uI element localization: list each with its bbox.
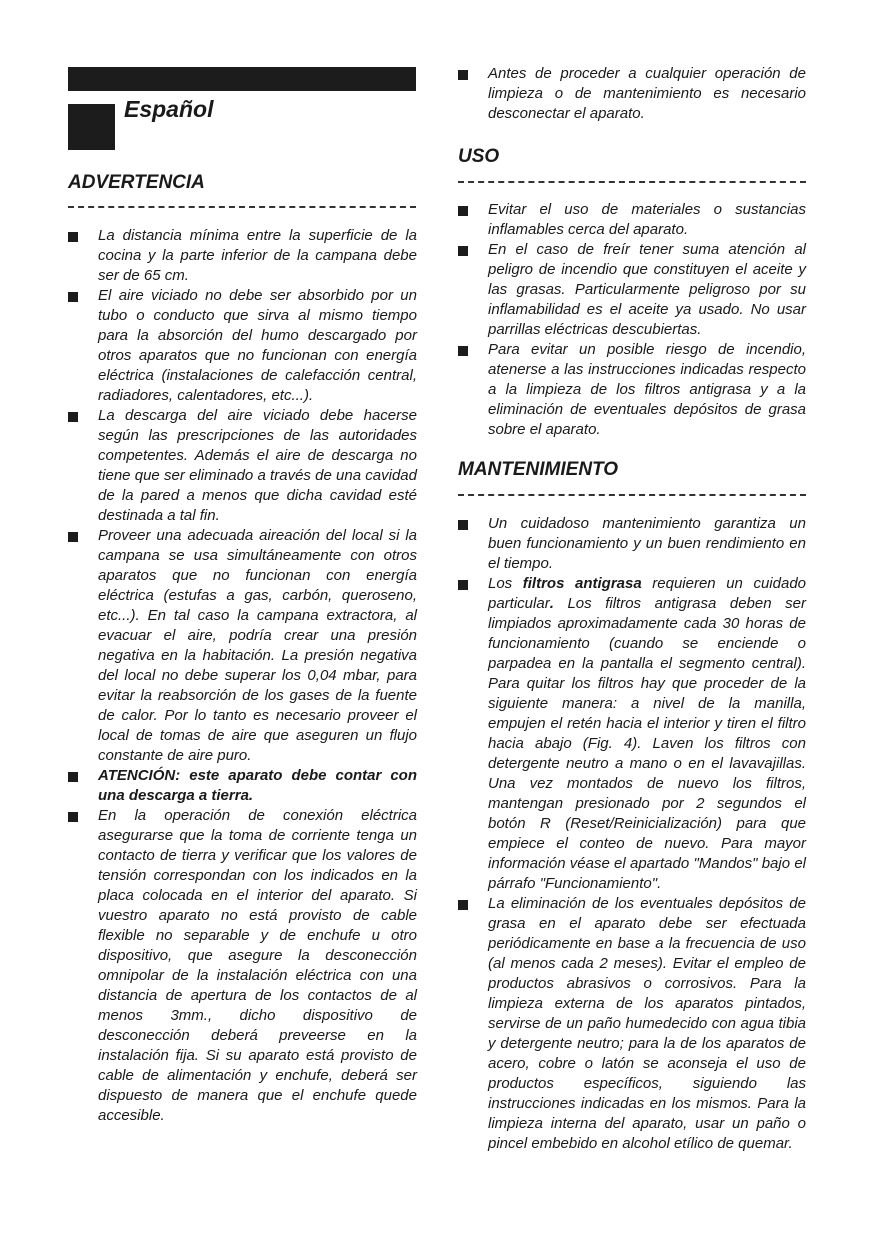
square-bullet-icon: [68, 412, 78, 422]
mantenimiento-divider: [458, 494, 806, 496]
uso-list: [458, 200, 806, 440]
square-bullet-icon: [458, 206, 468, 216]
list-item: La distancia mínima entre la superficie de la cocina y la parte inferior de la campana debe ser de 65 cm.: [68, 226, 417, 286]
advertencia-title: ADVERTENCIA: [68, 172, 205, 193]
list-item: En el caso de freír tener suma atención al peligro de incendio que constituyen el aceite y las grasas. Particularmente peligroso por su inflamabilidad es el aceite ya usado. No usar parrillas eléctricas descubiertas.: [458, 240, 806, 340]
list-item-warning: ATENCIÓN: este aparato debe contar con una descarga a tierra.: [68, 766, 417, 806]
square-bullet-icon: [68, 232, 78, 242]
list-item: Proveer una adecuada aireación del local si la campana se usa simultáneamente con otros aparatos que no funcionan con energía eléctrica (estufas a gas, carbón, queroseno, etc...). En tal caso la campana extractora, al evacuar el aire, podría crear una presión negativa en la habitación. La presión negativa del local no debe superar los 0,04 mbar, para evitar la reabsorción de los gases de la fuente de calor. Por lo tanto es necesario proveer el local de tomas de aire que aseguren un flujo constante de aire puro.: [68, 526, 417, 766]
square-bullet-icon: [458, 900, 468, 910]
advertencia-divider: [68, 206, 416, 208]
list-item: Los filtros antigrasa requieren un cuidado particular. Los filtros antigrasa deben ser limpiados aproximadamente cada 30 horas de funcionamiento (cuando se enciende o parpadea en la pantalla el segmento central). Para quitar los filtros hay que proceder de la siguiente manera: a nivel de la manilla, empujen el retén hacia el interior y tiren el filtro hacia abajo (Fig. 4). Laven los filtros con detergente neutro a mano o en el lavavajillas. Una vez montados de nuevo los filtros, mantengan presionado por 2 segundos el botón R (Reset/Reinicialización) para que empiece el conteo de nuevo. Para mayor información véase el apartado "Mandos" bajo el párrafo "Funcionamiento".: [458, 574, 806, 894]
uso-title: USO: [458, 146, 500, 167]
language-title: Español: [124, 96, 214, 122]
square-bullet-icon: [458, 246, 468, 256]
advertencia-list: [68, 226, 417, 1126]
uso-divider: [458, 181, 806, 183]
list-item: Antes de proceder a cualquier operación de limpieza o de mantenimiento es necesario desconectar el aparato.: [458, 64, 806, 124]
square-bullet-icon: [68, 532, 78, 542]
square-bullet-icon: [458, 70, 468, 80]
square-bullet-icon: [68, 292, 78, 302]
list-item: Un cuidadoso mantenimiento garantiza un buen funcionamiento y un buen rendimiento en el tiempo.: [458, 514, 806, 574]
square-bullet-icon: [68, 772, 78, 782]
list-item: En la operación de conexión eléctrica asegurarse que la toma de corriente tenga un contacto de tierra y verificar que los valores de tensión correspondan con los indicados en la placa colocada en el interior del aparato. Si vuestro aparato no está provisto de cable flexible no separable y de enchufe u otro dispositivo, que asegure la desconección omnipolar de la instalación eléctrica con una distancia de apertura de los contactos de al menos 3mm., dicho dispositivo de desconección deberá preveerse en la instalación fija. Si su aparato está provisto de cable de alimentación y enchufe, deberá ser dispuesto de manera que el enchufe quede accesible.: [68, 806, 417, 1126]
square-bullet-icon: [458, 580, 468, 590]
language-marker-block: [68, 104, 115, 150]
square-bullet-icon: [458, 346, 468, 356]
header-black-bar: [68, 67, 416, 91]
intro-list: [458, 64, 806, 124]
mantenimiento-title: MANTENIMIENTO: [458, 459, 619, 480]
mantenimiento-list: [458, 514, 806, 1154]
square-bullet-icon: [458, 520, 468, 530]
list-item: La eliminación de los eventuales depósitos de grasa en el aparato debe ser efectuada periódicamente en base a la frecuencia de uso (al menos cada 2 meses). Evitar el empleo de productos abrasivos o corrosivos. Para la limpieza externa de los aparatos pintados, servirse de un paño humedecido con agua tibia y detergente neutro; para la de los aparatos de acero, cobre o latón se aconseja el uso de productos específicos, siguiendo las instrucciones indicadas en los mismos. Para la limpieza interna del aparato, usar un paño o pincel embebido en alcohol etílico de quemar.: [458, 894, 806, 1154]
list-item: El aire viciado no debe ser absorbido por un tubo o conducto que sirva al mismo tiempo para la absorción del humo descargado por otros aparatos que no funcionan con energía eléctrica (instalaciones de calefacción central, radiadores, calentadores, etc...).: [68, 286, 417, 406]
filtros-antigrasa-emphasis: filtros antigrasa: [522, 575, 642, 592]
list-item: Evitar el uso de materiales o sustancias inflamables cerca del aparato.: [458, 200, 806, 240]
list-item: La descarga del aire viciado debe hacerse según las prescripciones de las autoridades competentes. Además el aire de descarga no tiene que ser eliminado a través de una cavidad de la pared a menos que dicha cavidad esté destinada a tal fin.: [68, 406, 417, 526]
square-bullet-icon: [68, 812, 78, 822]
list-item: Para evitar un posible riesgo de incendio, atenerse a las instrucciones indicadas respecto a la limpieza de los filtros antigrasa y a la eliminación de eventuales depósitos de grasa sobre el aparato.: [458, 340, 806, 440]
